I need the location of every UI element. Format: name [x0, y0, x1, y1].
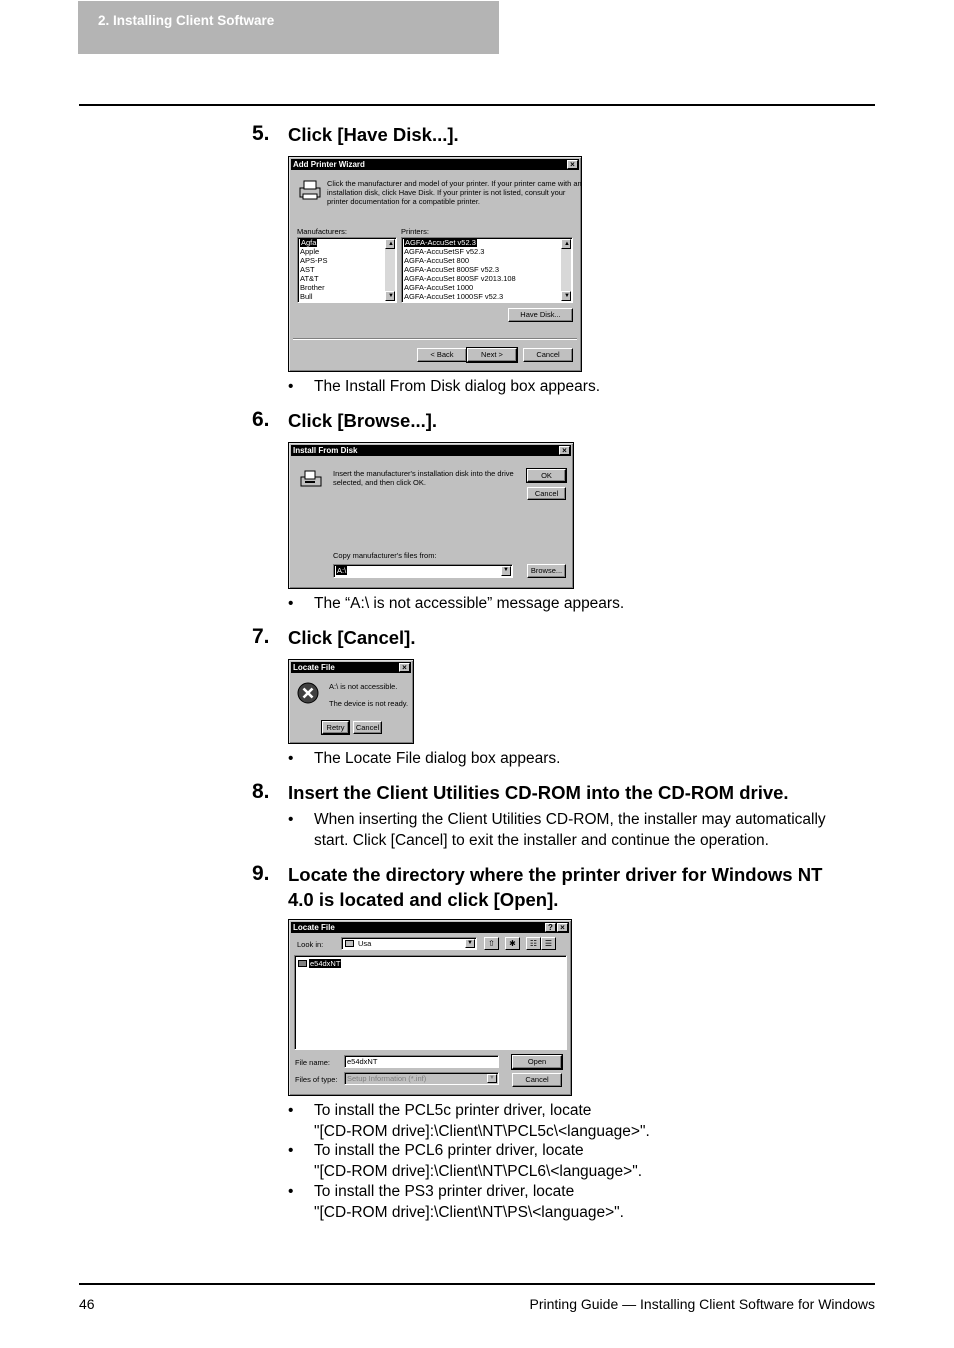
copy-from-label: Copy manufacturer's files from:	[333, 551, 437, 560]
new-folder-icon[interactable]: ✱	[505, 937, 520, 950]
look-in-combo[interactable]	[341, 937, 477, 950]
scrollbar[interactable]	[385, 239, 395, 301]
list-item[interactable]: e54dxNT	[298, 959, 341, 968]
look-in-value: Usa	[358, 939, 372, 948]
step-number: 8.	[252, 780, 270, 803]
header-rule	[79, 104, 875, 106]
bullet-item: • The Install From Disk dialog box appears.	[288, 378, 601, 395]
step-6	[252, 408, 437, 433]
list-item[interactable]: AGFA-AccuSet 800SF v2013.108	[404, 274, 516, 283]
close-icon[interactable]: ×	[399, 663, 410, 672]
bullet-item: • To install the PCL6 printer driver, locate "[CD-ROM drive]:\Client\NT\PCL6\<language>".	[288, 1142, 643, 1180]
back-button[interactable]: < Back	[417, 348, 467, 362]
error-message-line-1: A:\ is not accessible.	[329, 682, 398, 691]
list-item[interactable]: Apple	[300, 247, 320, 256]
title-bar	[291, 922, 569, 933]
details-view-icon[interactable]: ☰	[541, 937, 556, 950]
close-icon[interactable]: ×	[557, 923, 568, 932]
retry-button[interactable]: Retry	[322, 721, 349, 734]
install-from-disk-dialog	[288, 442, 574, 589]
dialog-title: Add Printer Wizard	[293, 160, 365, 169]
step-number: 6.	[252, 408, 270, 431]
bullet-item: • To install the PS3 printer driver, locate "[CD-ROM drive]:\Client\NT\PS\<language>".	[288, 1183, 624, 1221]
step-number: 9.	[252, 862, 270, 885]
list-item[interactable]: APS-PS	[300, 256, 328, 265]
add-printer-wizard-dialog	[288, 156, 582, 372]
dialog-title: Locate File	[293, 923, 335, 932]
title-bar	[291, 159, 579, 170]
chevron-down-icon[interactable]: ▼	[465, 939, 475, 948]
scroll-up-icon[interactable]: ▲	[561, 239, 571, 249]
ok-button[interactable]: OK	[527, 469, 566, 482]
file-name-label: File name:	[295, 1058, 331, 1067]
look-in-label: Look in:	[297, 940, 324, 949]
close-icon[interactable]: ×	[567, 160, 578, 169]
cancel-button[interactable]: Cancel	[353, 721, 382, 734]
step-7	[252, 625, 416, 650]
locate-file-dialog	[288, 919, 572, 1096]
page-number: 46	[79, 1296, 95, 1312]
error-icon	[297, 682, 319, 704]
step-text-line-1: Locate the directory where the printer driver for Windows NT	[288, 864, 823, 885]
bullet-item: • When inserting the Client Utilities CD-ROM, the installer may automatically start. Click [Cancel] to exit the installer and continue the operation.	[288, 811, 826, 849]
printers-label: Printers:	[401, 227, 429, 236]
bullet-item: • The Locate File dialog box appears.	[288, 750, 561, 767]
list-item[interactable]: AGFA-AccuSet 1000SF v52.3	[404, 292, 504, 301]
help-icon[interactable]: ?	[545, 923, 556, 932]
step-text: Insert the Client Utilities CD-ROM into the CD-ROM drive.	[288, 782, 789, 803]
step-text: Click [Have Disk...].	[288, 124, 459, 145]
browse-button[interactable]: Browse...	[527, 564, 566, 578]
footer-title: Printing Guide — Installing Client Software for Windows	[529, 1296, 875, 1312]
manufacturers-list[interactable]	[297, 237, 397, 303]
list-item[interactable]: AT&T	[300, 274, 319, 283]
title-bar	[291, 445, 571, 456]
step-text: Click [Browse...].	[288, 410, 438, 431]
file-list[interactable]	[294, 955, 567, 1050]
scroll-up-icon[interactable]: ▲	[385, 239, 395, 249]
chevron-down-icon[interactable]: ▼	[487, 1074, 497, 1083]
cancel-button[interactable]: Cancel	[512, 1073, 562, 1087]
close-icon[interactable]: ×	[559, 446, 570, 455]
instruction-line-2: selected, and then click OK.	[333, 478, 426, 487]
step-8	[252, 780, 789, 805]
error-message-line-2: The device is not ready.	[329, 699, 409, 708]
locate-file-error-dialog	[288, 659, 414, 744]
copy-from-combo[interactable]	[333, 564, 513, 578]
manufacturers-label: Manufacturers:	[297, 227, 348, 236]
cancel-button[interactable]: Cancel	[523, 348, 573, 362]
instruction-line-3: printer documentation for a compatible printer.	[327, 197, 480, 206]
instruction-line-1: Insert the manufacturer's installation disk into the drive	[333, 469, 514, 478]
scroll-down-icon[interactable]: ▼	[385, 291, 395, 301]
list-view-icon[interactable]: ☷	[526, 937, 541, 950]
step-5	[252, 122, 459, 147]
next-button[interactable]: Next >	[467, 348, 517, 362]
chapter-tab: 2. Installing Client Software	[78, 1, 499, 54]
file-name-input[interactable]: e54dxNT	[344, 1055, 499, 1068]
printers-list[interactable]	[401, 237, 573, 303]
step-9	[252, 862, 822, 912]
disk-drive-icon	[299, 469, 323, 489]
cancel-button[interactable]: Cancel	[527, 487, 566, 500]
list-item[interactable]: AGFA-AccuSetSF v52.3	[404, 247, 485, 256]
up-folder-icon[interactable]: ⇧	[484, 937, 499, 950]
footer-rule	[79, 1283, 875, 1285]
instruction-line-1: Click the manufacturer and model of your printer. If your printer came with an	[327, 179, 582, 188]
list-item[interactable]: Bull	[300, 292, 313, 301]
list-item[interactable]: Brother	[300, 283, 325, 292]
dialog-title: Locate File	[293, 663, 335, 672]
printer-icon	[297, 179, 323, 201]
path-value[interactable]: A:\	[337, 566, 347, 575]
list-item[interactable]: AGFA-AccuSet 800	[404, 256, 470, 265]
files-of-type-label: Files of type:	[295, 1075, 338, 1084]
instruction-line-2: installation disk, click Have Disk. If your printer is not listed, consult your	[327, 188, 566, 197]
divider	[293, 338, 577, 340]
folder-icon	[298, 960, 307, 967]
have-disk-button[interactable]: Have Disk...	[508, 308, 573, 322]
bullet-item: • To install the PCL5c printer driver, locate "[CD-ROM drive]:\Client\NT\PCL5c\<language>".	[288, 1102, 650, 1140]
chevron-down-icon[interactable]: ▼	[501, 566, 511, 576]
list-item[interactable]: Agfa	[301, 238, 317, 247]
bullet-item: • The “A:\ is not accessible” message appears.	[288, 595, 625, 612]
step-text-line-2: 4.0 is located and click [Open].	[288, 889, 559, 910]
list-item[interactable]: AGFA-AccuSet 1000	[404, 283, 474, 292]
step-number: 7.	[252, 625, 270, 648]
step-text: Click [Cancel].	[288, 627, 416, 648]
scrollbar[interactable]	[561, 239, 571, 301]
dialog-title: Install From Disk	[293, 446, 358, 455]
title-bar	[291, 662, 411, 673]
list-item[interactable]: AGFA-AccuSet 800SF v52.3	[404, 265, 500, 274]
scroll-down-icon[interactable]: ▼	[561, 291, 571, 301]
list-item[interactable]: AGFA-AccuSet v52.3	[405, 238, 476, 247]
open-button[interactable]: Open	[512, 1055, 562, 1069]
folder-icon	[345, 940, 354, 947]
list-item[interactable]: AST	[300, 265, 315, 274]
files-of-type-combo[interactable]: Setup Information (*.inf) ▼	[344, 1072, 499, 1085]
step-number: 5.	[252, 122, 270, 145]
